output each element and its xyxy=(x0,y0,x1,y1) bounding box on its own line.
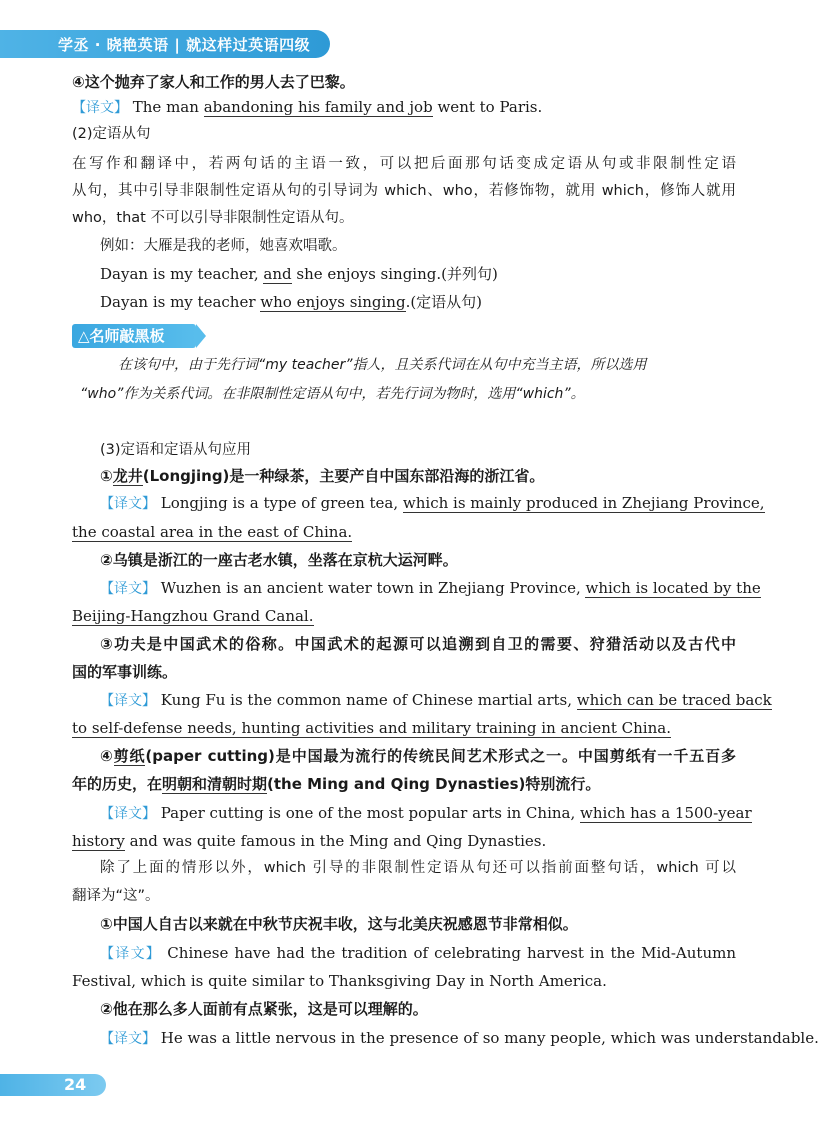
text-line xyxy=(72,662,736,682)
underlined-phrase: history xyxy=(72,832,125,850)
text-segment: 翻译为“这”。 xyxy=(72,888,160,904)
underlined-phrase: to self-defense needs, hunting activities and military training in ancient China. xyxy=(72,719,671,737)
text-line xyxy=(100,292,736,312)
translation-tag: 【译文】 xyxy=(72,100,128,116)
text-line xyxy=(100,803,752,824)
text-segment: (paper cutting)是中国最为流行的传统民间艺术形式之一。中国剪纸有一千五百多 xyxy=(145,747,736,765)
underlined-phrase: which is located by the xyxy=(585,579,761,597)
text-line xyxy=(100,236,736,256)
text-segment: Longjing is a type of green tea, xyxy=(156,494,403,512)
text-line xyxy=(80,384,720,404)
text-segment: 在该句中，由于先行词“my teacher”指人，且关系代词在从句中充当主语，所以选用 xyxy=(118,357,647,373)
underlined-phrase: abandoning his family and job xyxy=(203,98,433,116)
text-segment: who，that 不可以引导非限制性定语从句。 xyxy=(72,210,354,226)
text-line xyxy=(100,466,736,486)
teacher-note-callout: △名师敲黑板 xyxy=(72,324,196,348)
underlined-phrase: the coastal area in the east of China. xyxy=(72,523,353,541)
text-segment: ④ xyxy=(100,747,114,765)
underlined-phrase: and xyxy=(263,265,292,283)
text-segment: (2)定语从句 xyxy=(72,126,151,142)
translation-tag: 【译文】 xyxy=(100,496,156,512)
underlined-phrase: 剪纸 xyxy=(113,747,146,765)
text-segment: she enjoys singing.(并列句) xyxy=(291,265,498,283)
text-line xyxy=(100,943,736,964)
text-line xyxy=(100,550,736,570)
book-header-title: 学丞 · 晓艳英语 | 就这样过英语四级 xyxy=(58,36,311,54)
underlined-phrase: which is mainly produced in Zhejiang Province, xyxy=(402,494,765,512)
text-line xyxy=(100,578,761,599)
text-segment: The man xyxy=(128,98,204,116)
text-segment: (Longjing)是一种绿茶，主要产自中国东部沿海的浙江省。 xyxy=(142,467,545,485)
text-line xyxy=(100,634,736,654)
text-segment: ①中国人自古以来就在中秋节庆祝丰收，这与北美庆祝感恩节非常相似。 xyxy=(100,915,578,933)
text-line xyxy=(100,914,736,934)
text-line xyxy=(72,774,736,794)
text-line xyxy=(100,858,736,878)
text-segment: 例如：大雁是我的老师，她喜欢唱歌。 xyxy=(100,238,347,254)
text-segment: went to Paris. xyxy=(432,98,543,116)
text-segment: Chinese have had the tradition of celebrating harvest in the Mid-Autumn xyxy=(161,944,736,962)
underlined-phrase: which has a 1500-year xyxy=(580,804,752,822)
text-segment: Paper cutting is one of the most popular arts in China, xyxy=(156,804,581,822)
text-segment: ③功夫是中国武术的俗称。中国武术的起源可以追溯到自卫的需要、狩猎活动以及古代中 xyxy=(100,635,736,653)
text-line xyxy=(100,493,765,514)
text-line xyxy=(100,440,736,460)
text-line xyxy=(72,124,736,144)
text-segment: ②他在那么多人面前有点紧张，这是可以理解的。 xyxy=(100,1000,428,1018)
text-line xyxy=(100,1028,819,1049)
translation-tag: 【译文】 xyxy=(100,946,162,962)
text-segment: (the Ming and Qing Dynasties)特别流行。 xyxy=(267,775,601,793)
text-line xyxy=(118,355,728,375)
text-line xyxy=(72,606,736,626)
text-segment: and was quite famous in the Ming and Qing Dynasties. xyxy=(124,832,547,850)
text-line xyxy=(72,97,736,118)
text-line xyxy=(100,999,736,1019)
text-line xyxy=(72,971,736,991)
underlined-phrase: Beijing-Hangzhou Grand Canal. xyxy=(72,607,314,625)
text-segment: Kung Fu is the common name of Chinese martial arts, xyxy=(156,691,577,709)
text-line xyxy=(72,831,736,851)
text-line xyxy=(100,690,772,711)
underlined-phrase: 明朝和清朝时期 xyxy=(162,775,268,793)
callout-tail xyxy=(196,324,206,348)
translation-tag: 【译文】 xyxy=(100,581,156,597)
text-segment: ① xyxy=(100,467,113,485)
text-line xyxy=(100,746,736,766)
text-line xyxy=(100,264,736,284)
text-segment: 年的历史，在 xyxy=(72,775,163,793)
text-line xyxy=(72,886,736,906)
text-line xyxy=(72,522,736,542)
underlined-phrase: 龙井 xyxy=(112,467,143,485)
text-segment: .(定语从句) xyxy=(405,293,483,311)
translation-tag: 【译文】 xyxy=(100,806,156,822)
footer-band xyxy=(0,1074,106,1096)
text-line xyxy=(72,154,736,174)
text-segment: 从句，其中引导非限制性定语从句的引导词为 which、who，若修饰物，就用 which，修饰人就用 xyxy=(72,183,736,199)
translation-tag: 【译文】 xyxy=(100,1031,156,1047)
text-line xyxy=(72,72,736,92)
translation-tag: 【译文】 xyxy=(100,693,156,709)
underlined-phrase: which can be traced back xyxy=(576,691,772,709)
underlined-phrase: who enjoys singing xyxy=(260,293,406,311)
text-segment: Dayan is my teacher xyxy=(100,293,261,311)
text-segment: 在写作和翻译中，若两句话的主语一致，可以把后面那句话变成定语从句或非限制性定语 xyxy=(72,156,736,172)
page-number: 24 xyxy=(64,1075,87,1094)
text-segment: Wuzhen is an ancient water town in Zhejiang Province, xyxy=(156,579,586,597)
text-line xyxy=(72,208,736,228)
text-segment: ④这个抛弃了家人和工作的男人去了巴黎。 xyxy=(72,73,355,91)
text-segment: (3)定语和定语从句应用 xyxy=(100,442,252,458)
text-line xyxy=(72,181,736,201)
text-line xyxy=(72,718,736,738)
text-segment: 除了上面的情形以外，which 引导的非限制性定语从句还可以指前面整句话，which 可以 xyxy=(100,860,736,876)
text-segment: Festival, which is quite similar to Thanksgiving Day in North America. xyxy=(72,972,607,990)
text-segment: Dayan is my teacher, xyxy=(100,265,264,283)
text-segment: He was a little nervous in the presence of so many people, which was understandable. xyxy=(156,1029,819,1047)
text-segment: 国的军事训练。 xyxy=(72,663,178,681)
text-segment: ②乌镇是浙江的一座古老水镇，坐落在京杭大运河畔。 xyxy=(100,551,458,569)
text-segment: “who”作为关系代词。在非限制性定语从句中，若先行词为物时，选用“which”。 xyxy=(80,386,585,402)
